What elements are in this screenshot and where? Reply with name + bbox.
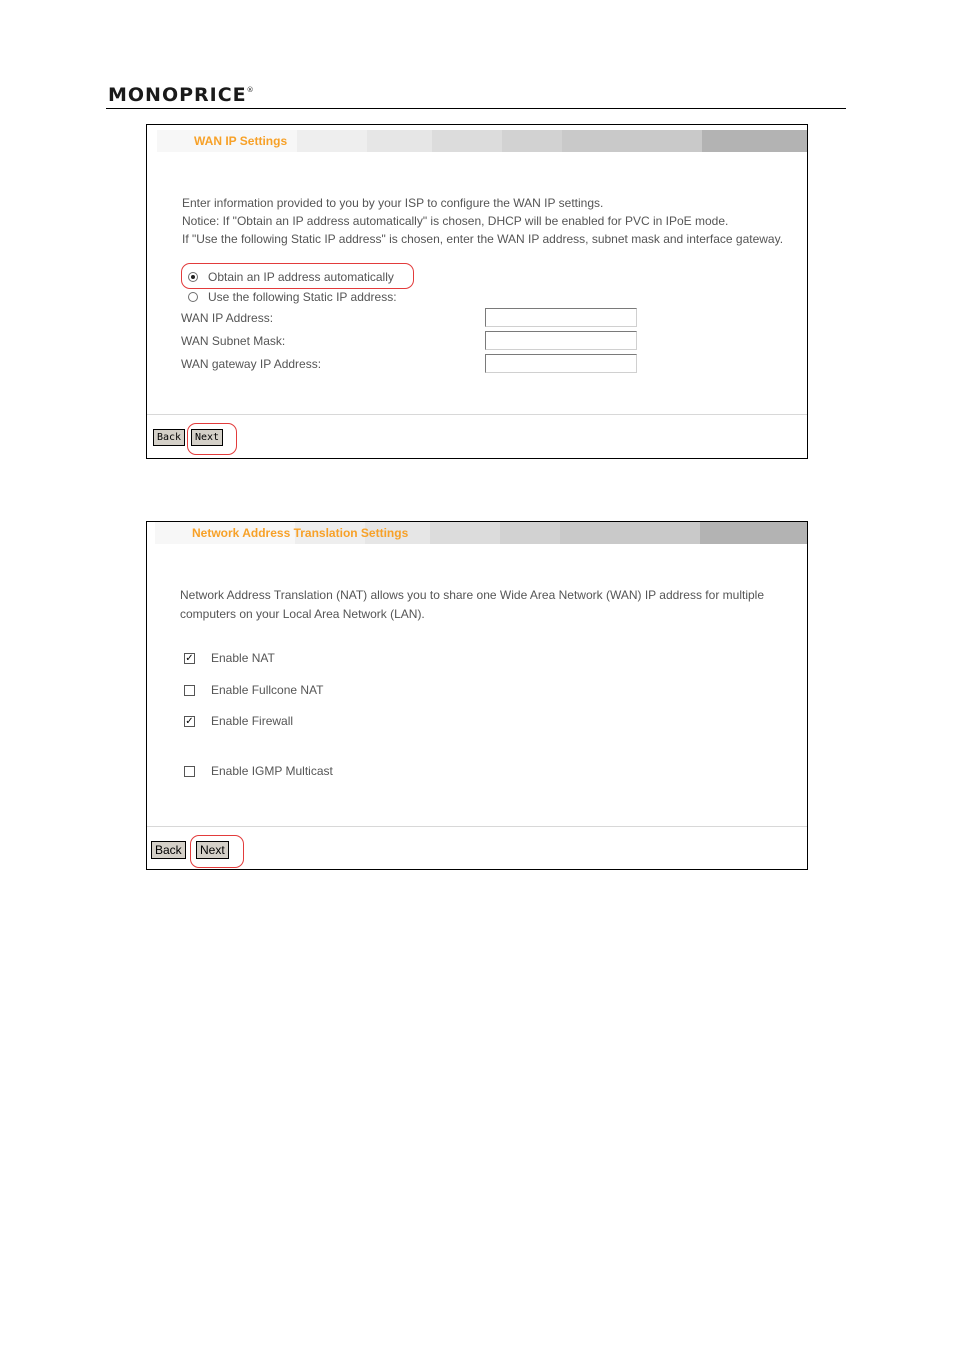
wan-ip-input[interactable] <box>485 308 637 327</box>
wan-gateway-label: WAN gateway IP Address: <box>181 357 322 371</box>
panel-header <box>155 522 807 544</box>
checkbox-checked[interactable]: ✓ <box>185 715 194 727</box>
back-button[interactable]: Back <box>153 429 185 446</box>
next-button[interactable]: Next <box>191 429 223 446</box>
header-divider <box>106 108 846 109</box>
wan-description <box>182 194 783 248</box>
checkbox[interactable] <box>184 766 195 777</box>
brand-text: MONOPRICE <box>108 84 247 106</box>
radio-button-selected[interactable] <box>188 272 198 282</box>
panel-header <box>157 130 807 152</box>
registered-mark: ® <box>246 86 255 94</box>
nat-settings-panel <box>146 521 808 870</box>
desc-line-1: Network Address Translation (NAT) allows you to share one Wide Area Network (WAN) IP address for multiple <box>180 588 764 602</box>
checkbox-enable-nat[interactable] <box>184 651 275 665</box>
enable-fullcone-nat-label: Enable Fullcone NAT <box>211 683 324 697</box>
wan-mask-label: WAN Subnet Mask: <box>181 334 286 348</box>
enable-igmp-multicast-label: Enable IGMP Multicast <box>211 764 333 778</box>
radio-obtain-auto-label: Obtain an IP address automatically <box>208 270 394 284</box>
enable-nat-label: Enable NAT <box>211 651 275 665</box>
wan-ip-label: WAN IP Address: <box>181 311 274 325</box>
desc-line-1: Enter information provided to you by your ISP to configure the WAN IP settings. <box>182 196 604 210</box>
panel-separator <box>147 826 807 827</box>
wan-gateway-input[interactable] <box>485 354 637 373</box>
wan-ip-settings-panel <box>146 124 808 459</box>
enable-firewall-label: Enable Firewall <box>211 714 294 728</box>
wan-subnet-mask-input[interactable] <box>485 331 637 350</box>
checkbox-enable-firewall[interactable] <box>184 714 293 728</box>
nat-description <box>180 586 764 624</box>
monoprice-logo <box>108 84 255 106</box>
radio-button[interactable] <box>188 292 198 302</box>
panel-title: WAN IP Settings <box>194 134 288 148</box>
checkbox-enable-fullcone-nat[interactable] <box>184 683 324 697</box>
desc-line-2: computers on your Local Area Network (LAN). <box>180 607 425 621</box>
panel-separator <box>147 414 807 415</box>
desc-line-2: Notice: If "Obtain an IP address automatically" is chosen, DHCP will be enabled for PVC in IPoE mode. <box>182 214 729 228</box>
radio-use-static-label: Use the following Static IP address: <box>208 290 397 304</box>
radio-use-static[interactable] <box>188 290 397 304</box>
back-button[interactable]: Back <box>151 841 186 859</box>
checkbox-enable-igmp-multicast[interactable] <box>184 764 333 778</box>
checkbox-checked[interactable]: ✓ <box>185 652 194 664</box>
radio-obtain-auto[interactable] <box>188 270 394 284</box>
desc-line-3: If "Use the following Static IP address" is chosen, enter the WAN IP address, subnet mask and interface gateway. <box>182 232 784 246</box>
checkbox[interactable] <box>184 685 195 696</box>
panel-title: Network Address Translation Settings <box>192 526 409 540</box>
next-button[interactable]: Next <box>196 841 229 859</box>
